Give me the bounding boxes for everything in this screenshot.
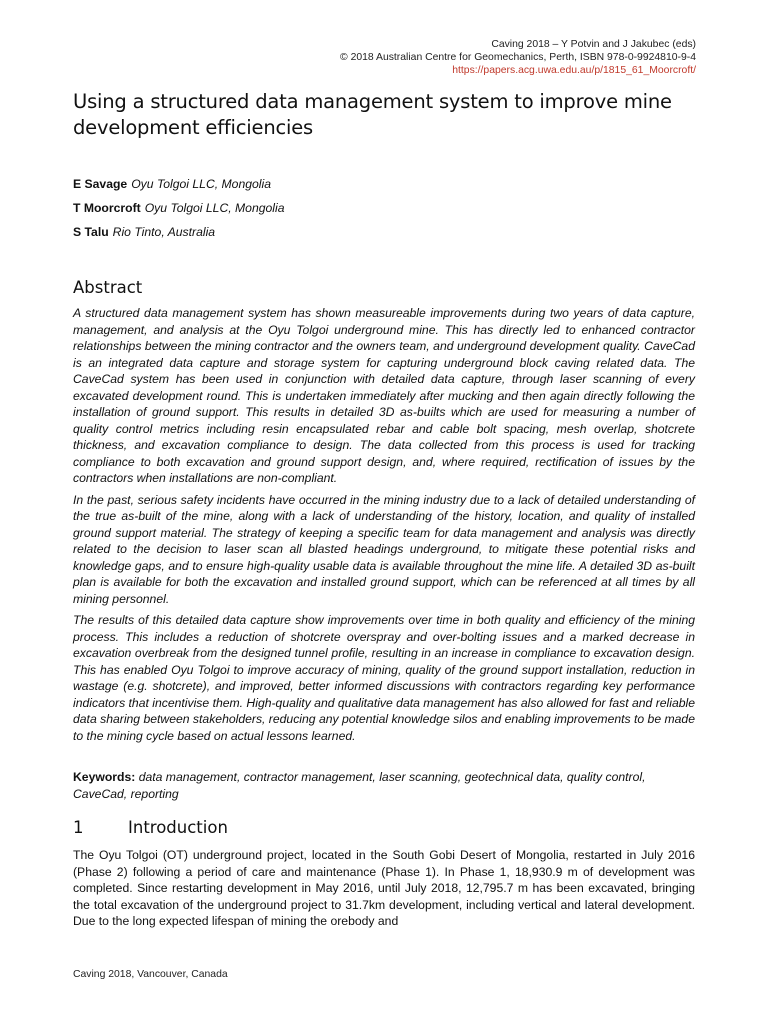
introduction-heading: [73, 818, 228, 837]
introduction-body: [73, 847, 695, 935]
running-header: [340, 38, 696, 77]
keywords: [73, 769, 695, 803]
keywords-text: data management, contractor management, laser scanning, geotechnical data, quality control, CaveCad, reporting: [73, 770, 646, 801]
section-number: 1: [73, 818, 84, 837]
author-entry: [73, 196, 285, 220]
header-copyright: © 2018 Australian Centre for Geomechanics, Perth, ISBN 978-0-9924810-9-4: [340, 52, 696, 63]
header-link[interactable]: https://papers.acg.uwa.edu.au/p/1815_61_Moorcroft/: [452, 65, 696, 76]
author-name: S Talu: [73, 225, 109, 239]
author-affiliation: Rio Tinto, Australia: [112, 225, 216, 239]
abstract-heading: Abstract: [73, 278, 143, 297]
abstract-paragraph: A structured data management system has shown measureable improvements during two years of data capture, management, and analysis at the Oyu Tolgoi underground mine. This has directly led to enhanced contractor relationships between the mining contractor and the owners team, and underground development quality. CaveCad is an integrated data capture and storage system for capturing underground block caving related data. The CaveCad system has been used in conjunction with detailed data capture, through laser scanning of every excavated development round. This is undertaken immediately after mucking and then again directly following the installation of ground support. This results in detailed 3D as-builts which are used for measuring a number of quality control metrics including resin encapsulated rebar and cable bolt spacing, mesh overlap, shotcrete thickness, and excavation compliance to design. The data collected from this process is used for tracking compliance to both excavation and ground support design, and, where required, rectification of issues by the contractors when installations are non-compliant.: [73, 306, 695, 485]
author-entry: [73, 220, 285, 244]
author-affiliation: Oyu Tolgoi LLC, Mongolia: [144, 201, 285, 215]
author-name: T Moorcroft: [73, 201, 141, 215]
section-title: Introduction: [128, 818, 228, 837]
author-name: E Savage: [73, 177, 128, 191]
abstract-paragraph: The results of this detailed data capture show improvements over time in both quality and efficiency of the mining process. This includes a reduction of shotcrete overspray and over-bolting issues and a marked decrease in excavation overbreak from the designed tunnel profile, resulting in an increase in compliance to excavation design. This has enabled Oyu Tolgoi to improve accuracy of mining, quality of the ground support installation, reduction in wastage (e.g. shotcrete), and improved, better informed discussions with contractors regarding key performance indicators that incentivise them. High-quality and qualitative data management has also allowed for fast and reliable data sharing between stakeholders, reducing any potential knowledge silos and enabling improvements to be made to the mining cycle based on actual lessons learned.: [73, 613, 695, 743]
author-entry: [73, 172, 285, 196]
keywords-label: Keywords:: [73, 770, 136, 784]
introduction-paragraph: The Oyu Tolgoi (OT) underground project, located in the South Gobi Desert of Mongolia, restarted in July 2016 (Phase 2) following a period of care and maintenance (Phase 1). In Phase 1, 18,930.9 m of development was completed. Since restarting development in May 2016, until July 2018, 12,795.7 m has been excavated, bringing the total excavation of the underground project to 31.7km development, including vertical and lateral development. Due to the long expected lifespan of mining the orebody and: [73, 848, 695, 928]
paper-title: Using a structured data management system to improve mine development efficiencies: [73, 90, 672, 139]
abstract-paragraph: In the past, serious safety incidents have occurred in the mining industry due to a lack of detailed understanding of the true as-built of the mine, along with a lack of understanding of the history, location, and quality of installed ground support material. The strategy of keeping a specific team for data management and analysis was directly related to the decision to laser scan all blasted headings underground, to mitigate these potential risks and knowledge gaps, and to ensure high-quality usable data is available throughout the mine life. A detailed 3D as-built plan is available for both the excavation and installed ground support, which can be referenced at all times by all mining personnel.: [73, 492, 695, 606]
header-proceedings: Caving 2018 – Y Potvin and J Jakubec (eds): [491, 39, 696, 50]
author-list: [73, 172, 285, 244]
abstract-body: [73, 305, 695, 749]
page-footer: Caving 2018, Vancouver, Canada: [73, 969, 228, 980]
author-affiliation: Oyu Tolgoi LLC, Mongolia: [131, 177, 271, 191]
